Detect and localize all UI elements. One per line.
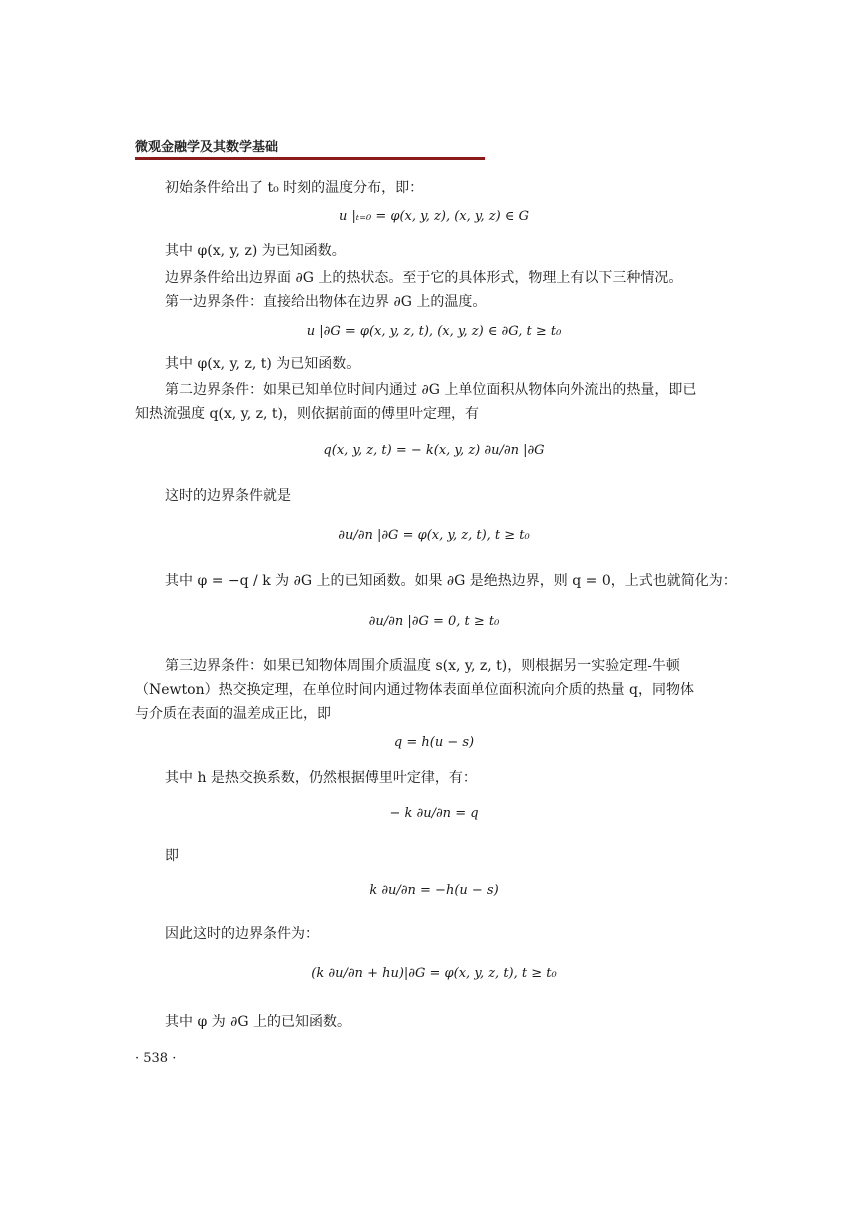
running-header-title: 微观金融学及其数学基础: [135, 140, 279, 155]
paragraph-boundary-is: 这时的边界条件就是: [165, 488, 291, 504]
paragraph-exchange-coefficient: 其中 h 是热交换系数，仍然根据傅里叶定律，有：: [165, 770, 477, 786]
paragraph-third-boundary-line1: 第三边界条件：如果已知物体周围介质温度 s(x, y, z, t)，则根据另一实验定理-牛顿: [165, 658, 680, 674]
paragraph-second-boundary-line1: 第二边界条件：如果已知单位时间内通过 ∂G 上单位面积从物体向外流出的热量，即已: [165, 382, 697, 398]
paragraph-known-function-2: 其中 φ(x, y, z, t) 为已知函数。: [165, 356, 361, 372]
equation-initial-condition: u |ₜ₌₀ = φ(x, y, z), (x, y, z) ∈ G: [339, 209, 529, 224]
paragraph-known-function-1: 其中 φ(x, y, z) 为已知函数。: [165, 243, 346, 259]
equation-second-boundary: ∂u/∂n |∂G = φ(x, y, z, t), t ≥ t₀: [338, 528, 530, 543]
paragraph-therefore: 因此这时的边界条件为：: [165, 926, 319, 942]
paragraph-second-boundary-line2: 知热流强度 q(x, y, z, t)，则依据前面的傅里叶定理，有: [135, 406, 479, 422]
paragraph-initial-condition: 初始条件给出了 t₀ 时刻的温度分布，即：: [165, 180, 424, 196]
equation-adiabatic: ∂u/∂n |∂G = 0, t ≥ t₀: [368, 614, 500, 629]
header-rule: [135, 157, 485, 160]
paragraph-first-boundary: 第一边界条件：直接给出物体在边界 ∂G 上的温度。: [165, 294, 487, 310]
paragraph-boundary-intro: 边界条件给出边界面 ∂G 上的热状态。至于它的具体形式，物理上有以下三种情况。: [165, 270, 683, 286]
paragraph-adiabatic: 其中 φ = −q / k 为 ∂G 上的已知函数。如果 ∂G 是绝热边界，则 q = 0，上式也就简化为：: [165, 573, 737, 589]
equation-flux-relation: k ∂u/∂n = −h(u − s): [369, 883, 499, 898]
paragraph-third-boundary-line3: 与介质在表面的温差成正比，即: [135, 706, 331, 722]
equation-first-boundary: u |∂G = φ(x, y, z, t), (x, y, z) ∈ ∂G, t ≥ t₀: [306, 324, 562, 339]
equation-heat-exchange: q = h(u − s): [393, 735, 475, 750]
page-number: · 538 ·: [135, 1051, 177, 1066]
paragraph-known-function-3: 其中 φ 为 ∂G 上的已知函数。: [165, 1014, 352, 1030]
equation-fourier-flux: q(x, y, z, t) = − k(x, y, z) ∂u/∂n |∂G: [323, 443, 545, 458]
equation-third-boundary: (k ∂u/∂n + hu)|∂G = φ(x, y, z, t), t ≥ t₀: [311, 966, 557, 981]
equation-flux-equals-q: − k ∂u/∂n = q: [389, 806, 479, 821]
paragraph-namely: 即: [165, 848, 179, 864]
paragraph-third-boundary-line2: （Newton）热交换定理，在单位时间内通过物体表面单位面积流向介质的热量 q，同物体: [135, 682, 694, 698]
